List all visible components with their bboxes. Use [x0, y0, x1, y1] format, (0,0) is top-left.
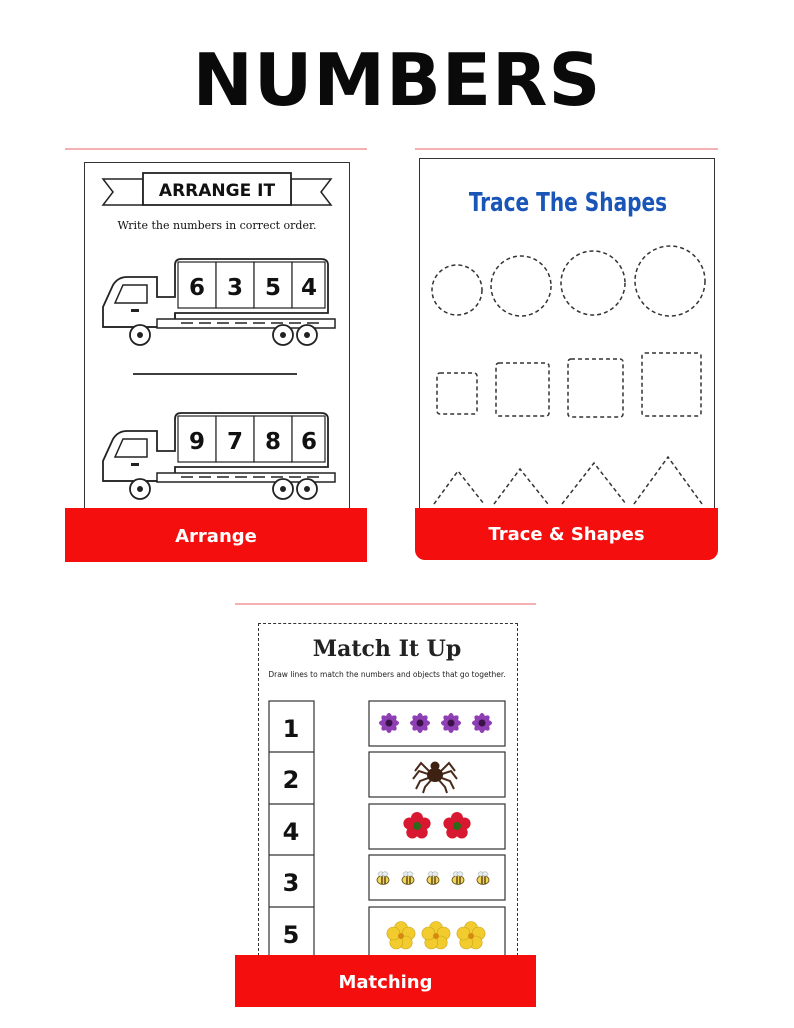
object-column — [369, 701, 505, 956]
page-title: NUMBERS — [192, 38, 602, 122]
yellow-flower-icon-group — [387, 922, 485, 950]
matching-worksheet — [258, 623, 518, 956]
arrange-instruction: Write the numbers in correct order. — [117, 219, 317, 232]
arrange-card[interactable] — [65, 148, 367, 562]
truck-1-digit: 5 — [264, 275, 282, 301]
arrange-banner[interactable]: Arrange — [65, 508, 367, 562]
trace-shapes-art — [420, 159, 714, 509]
dashed-circles — [432, 246, 705, 316]
truck-2-digit: 6 — [300, 429, 318, 455]
truck-2-digit: 9 — [188, 429, 206, 455]
truck-2 — [103, 413, 335, 499]
match-number: 2 — [282, 766, 300, 794]
match-number: 5 — [282, 921, 300, 949]
trace-shapes-banner[interactable]: Trace & Shapes — [415, 508, 718, 560]
truck-1-digit: 6 — [188, 275, 206, 301]
arrange-worksheet — [84, 162, 350, 513]
matching-banner[interactable]: Matching — [235, 955, 536, 1007]
matching-instruction: Draw lines to match the numbers and objects that go together. — [268, 670, 506, 679]
trace-shapes-card[interactable] — [415, 148, 718, 560]
arrange-title: ARRANGE IT — [158, 181, 276, 201]
arrange-worksheet-art — [85, 163, 349, 513]
matching-art — [259, 624, 517, 956]
truck-2-digit: 8 — [264, 429, 282, 455]
number-column — [269, 701, 314, 956]
match-number: 3 — [282, 869, 300, 897]
truck-1-digit: 3 — [226, 275, 244, 301]
matching-card[interactable] — [235, 603, 536, 1007]
truck-2-digit: 7 — [226, 429, 244, 455]
trace-title: Trace The Shapes — [468, 186, 668, 218]
truck-1-digit: 4 — [300, 275, 318, 301]
match-number: 1 — [282, 715, 300, 743]
matching-title: Match It Up — [312, 636, 462, 662]
match-number: 4 — [282, 818, 300, 846]
trace-shapes-worksheet — [419, 158, 715, 509]
dashed-squares — [437, 353, 701, 417]
truck-1 — [103, 259, 335, 345]
dashed-triangles — [434, 457, 702, 504]
